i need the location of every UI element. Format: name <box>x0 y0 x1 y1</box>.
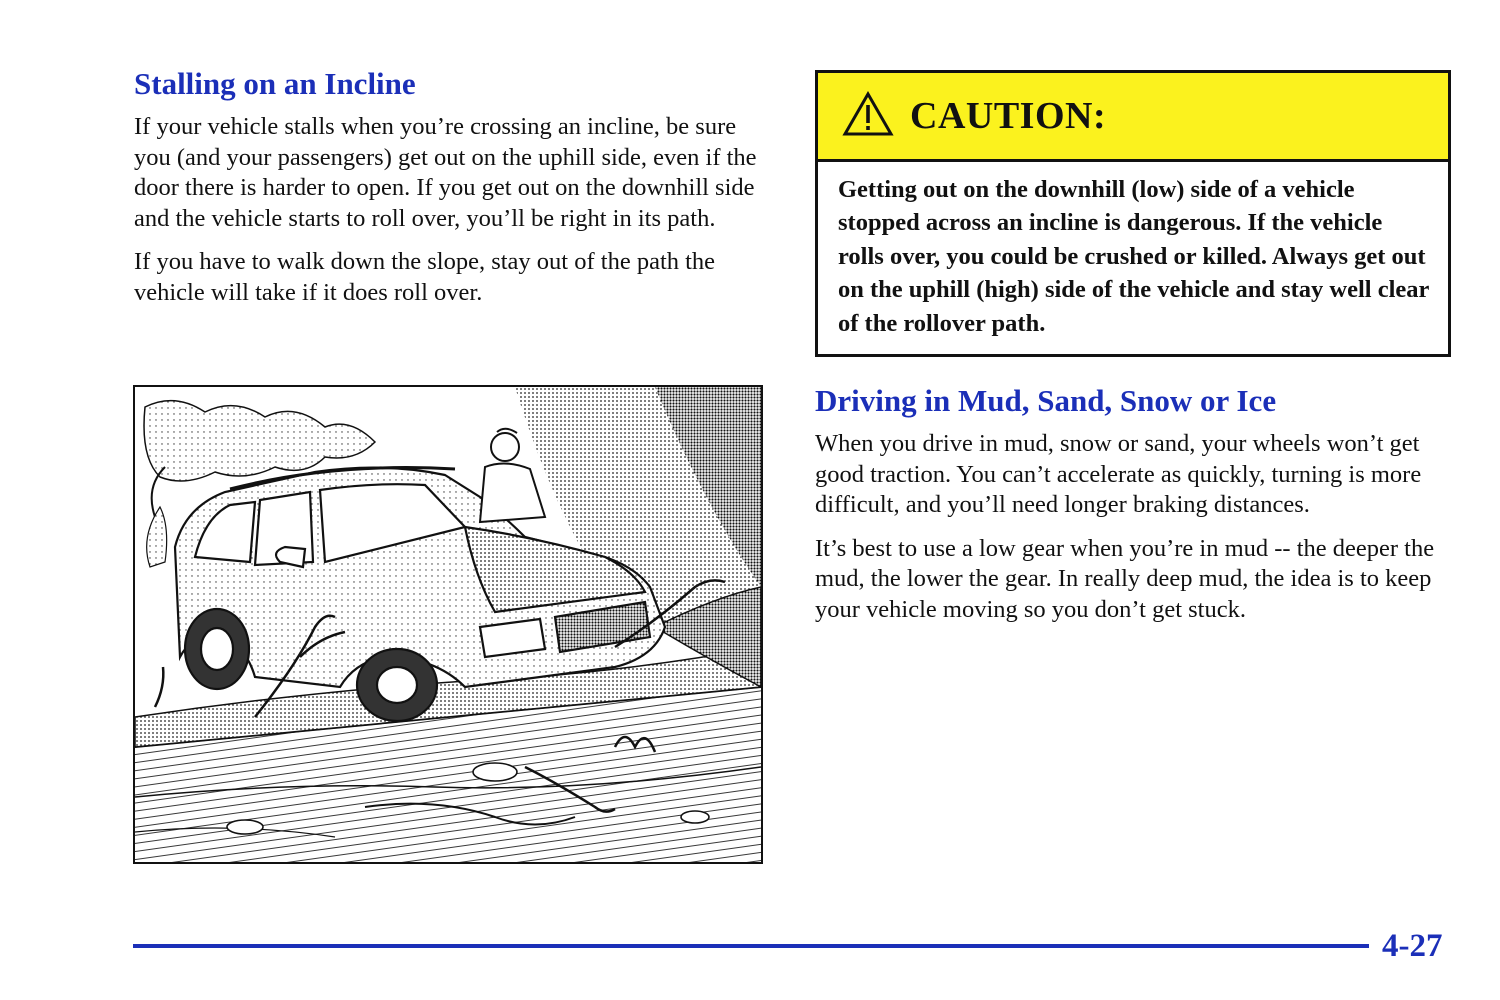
left-column <box>134 64 774 322</box>
warning-triangle-icon <box>842 91 910 142</box>
section-heading-mud-sand-snow-ice: Driving in Mud, Sand, Snow or Ice <box>815 383 1277 419</box>
caution-header <box>818 73 1448 162</box>
section-heading-stalling: Stalling on an Incline <box>134 66 416 101</box>
page-number: 4-27 <box>1382 928 1443 964</box>
caution-box <box>815 70 1451 357</box>
right-column <box>815 70 1451 639</box>
paragraph-stalling-1: If your vehicle stalls when you’re crossing an incline, be sure you (and your passengers) get out on the uphill side, even if the door there is harder to open. If you get out on the downhill side and the vehicle starts to roll over, you’ll be right in its path. <box>134 113 757 232</box>
footer-divider <box>133 944 1369 948</box>
paragraph-mud-1: When you drive in mud, snow or sand, your wheels won’t get good traction. You can’t accelerate as quickly, turning is more difficult, and you’ll need longer braking distances. <box>815 430 1422 519</box>
caution-text: Getting out on the downhill (low) side of a vehicle stopped across an incline is dangerous. If the vehicle rolls over, you could be crushed or killed. Always get out on the uphill (high) side of the vehicle and stay well clear of the rollover path. <box>838 176 1429 337</box>
paragraph-stalling-2: If you have to walk down the slope, stay out of the path the vehicle will take if it does roll over. <box>134 248 716 306</box>
vehicle-stalled-on-incline-illustration <box>133 385 763 864</box>
paragraph-mud-2: It’s best to use a low gear when you’re in mud -- the deeper the mud, the lower the gear. In really deep mud, the idea is to keep your vehicle moving so you don’t get stuck. <box>815 534 1435 623</box>
caution-title: CAUTION: <box>910 95 1107 137</box>
